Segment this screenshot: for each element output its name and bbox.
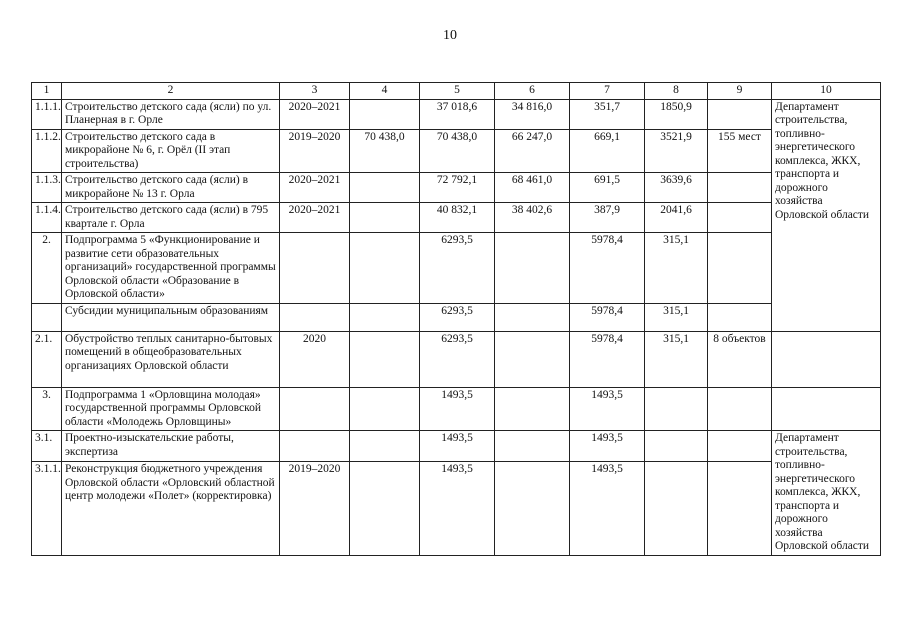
row-col7: 387,9: [570, 203, 645, 233]
department-empty: [772, 387, 881, 431]
page-number: 10: [443, 28, 457, 43]
row-col6: 66 247,0: [495, 129, 570, 173]
row-col8: [645, 431, 708, 462]
row-col5: 1493,5: [420, 387, 495, 431]
table-row: [32, 129, 881, 173]
row-period: 2020–2021: [280, 173, 350, 203]
row-col6: 34 816,0: [495, 99, 570, 129]
row-col9: [708, 173, 772, 203]
row-number: 3.1.1.: [32, 462, 62, 555]
row-col4: [350, 203, 420, 233]
row-col4: [350, 99, 420, 129]
budget-table: [31, 82, 881, 556]
row-period: [280, 233, 350, 304]
table-row: [32, 233, 881, 304]
row-number: 1.1.1.: [32, 99, 62, 129]
row-number: 1.1.4.: [32, 203, 62, 233]
row-col9: [708, 387, 772, 431]
row-col5: 72 792,1: [420, 173, 495, 203]
row-number: 3.: [32, 387, 62, 431]
row-period: 2020–2021: [280, 99, 350, 129]
row-col6: 38 402,6: [495, 203, 570, 233]
row-col9: [708, 303, 772, 331]
row-col4: [350, 431, 420, 462]
row-name: Проектно-изыскательские работы, экспертиза: [62, 431, 280, 462]
row-col8: [645, 387, 708, 431]
row-col9: 155 мест: [708, 129, 772, 173]
row-col5: 6293,5: [420, 303, 495, 331]
row-period: [280, 387, 350, 431]
table-row: [32, 173, 881, 203]
row-period: [280, 431, 350, 462]
header-cell: 3: [280, 83, 350, 100]
row-col6: [495, 462, 570, 555]
header-cell: 7: [570, 83, 645, 100]
row-col8: 1850,9: [645, 99, 708, 129]
row-col9: [708, 203, 772, 233]
table-row: [32, 387, 881, 431]
header-cell: 10: [772, 83, 881, 100]
row-col6: 68 461,0: [495, 173, 570, 203]
row-col5: 1493,5: [420, 431, 495, 462]
header-row: [32, 83, 881, 100]
row-col7: 1493,5: [570, 431, 645, 462]
row-col6: [495, 431, 570, 462]
row-name: Обустройство теплых санитарно-бытовых помещений в общеобразовательных организациях Орловской области: [62, 331, 280, 387]
row-col9: [708, 462, 772, 555]
row-col6: [495, 331, 570, 387]
department-cell: Департамент строительства, топливно-энергетического комплекса, ЖКХ, транспорта и дорожного хозяйства Орловской области: [772, 431, 881, 556]
row-col4: [350, 462, 420, 555]
row-name: Строительство детского сада в микрорайоне № 6, г. Орёл (II этап строительства): [62, 129, 280, 173]
row-name: Реконструкция бюджетного учреждения Орловской области «Орловский областной центр молодежи «Полет» (корректировка): [62, 462, 280, 555]
row-col7: 691,5: [570, 173, 645, 203]
row-period: 2019–2020: [280, 462, 350, 555]
row-name: Субсидии муниципальным образованиям: [62, 303, 280, 331]
row-col9: 8 объектов: [708, 331, 772, 387]
table-row: [32, 331, 881, 387]
row-col5: 6293,5: [420, 331, 495, 387]
row-col5: 6293,5: [420, 233, 495, 304]
row-col9: [708, 233, 772, 304]
row-col5: 70 438,0: [420, 129, 495, 173]
row-name: Подпрограмма 1 «Орловщина молодая» государственной программы Орловской области «Молодежь Орловщины»: [62, 387, 280, 431]
row-period: 2019–2020: [280, 129, 350, 173]
row-col4: 70 438,0: [350, 129, 420, 173]
row-col5: 37 018,6: [420, 99, 495, 129]
department-empty: [772, 331, 881, 387]
row-col7: 1493,5: [570, 462, 645, 555]
row-col8: 3639,6: [645, 173, 708, 203]
row-col6: [495, 233, 570, 304]
row-col6: [495, 387, 570, 431]
row-number: 1.1.3.: [32, 173, 62, 203]
row-col4: [350, 387, 420, 431]
row-col9: [708, 431, 772, 462]
header-cell: 5: [420, 83, 495, 100]
table-row: [32, 203, 881, 233]
header-cell: 9: [708, 83, 772, 100]
row-col7: 5978,4: [570, 303, 645, 331]
table-row: [32, 303, 881, 331]
department-cell: Департамент строительства, топливно-энергетического комплекса, ЖКХ, транспорта и дорожного хозяйства Орловской области: [772, 99, 881, 331]
row-col7: 5978,4: [570, 331, 645, 387]
row-col8: 315,1: [645, 303, 708, 331]
row-col8: [645, 462, 708, 555]
row-col4: [350, 173, 420, 203]
row-col8: 3521,9: [645, 129, 708, 173]
row-col6: [495, 303, 570, 331]
header-cell: 8: [645, 83, 708, 100]
row-col4: [350, 233, 420, 304]
row-col8: 2041,6: [645, 203, 708, 233]
row-number: 2.: [32, 233, 62, 304]
row-col4: [350, 303, 420, 331]
row-name: Подпрограмма 5 «Функционирование и развитие сети образовательных организаций» государственной программы Орловской области «Образование в Орловской области»: [62, 233, 280, 304]
row-col8: 315,1: [645, 331, 708, 387]
row-number: 3.1.: [32, 431, 62, 462]
header-cell: 1: [32, 83, 62, 100]
row-col7: 669,1: [570, 129, 645, 173]
row-period: 2020–2021: [280, 203, 350, 233]
row-col9: [708, 99, 772, 129]
row-number: 1.1.2.: [32, 129, 62, 173]
row-col8: 315,1: [645, 233, 708, 304]
table-row: [32, 431, 881, 462]
row-col7: 351,7: [570, 99, 645, 129]
header-cell: 6: [495, 83, 570, 100]
row-col7: 5978,4: [570, 233, 645, 304]
row-col4: [350, 331, 420, 387]
row-name: Строительство детского сада (ясли) по ул. Планерная в г. Орле: [62, 99, 280, 129]
table-row: [32, 99, 881, 129]
row-name: Строительство детского сада (ясли) в микрорайоне № 13 г. Орла: [62, 173, 280, 203]
row-col7: 1493,5: [570, 387, 645, 431]
row-period: 2020: [280, 331, 350, 387]
header-cell: 4: [350, 83, 420, 100]
table-row: [32, 462, 881, 555]
row-col5: 1493,5: [420, 462, 495, 555]
row-number: [32, 303, 62, 331]
row-col5: 40 832,1: [420, 203, 495, 233]
row-name: Строительство детского сада (ясли) в 795 квартале г. Орла: [62, 203, 280, 233]
header-cell: 2: [62, 83, 280, 100]
row-period: [280, 303, 350, 331]
row-number: 2.1.: [32, 331, 62, 387]
